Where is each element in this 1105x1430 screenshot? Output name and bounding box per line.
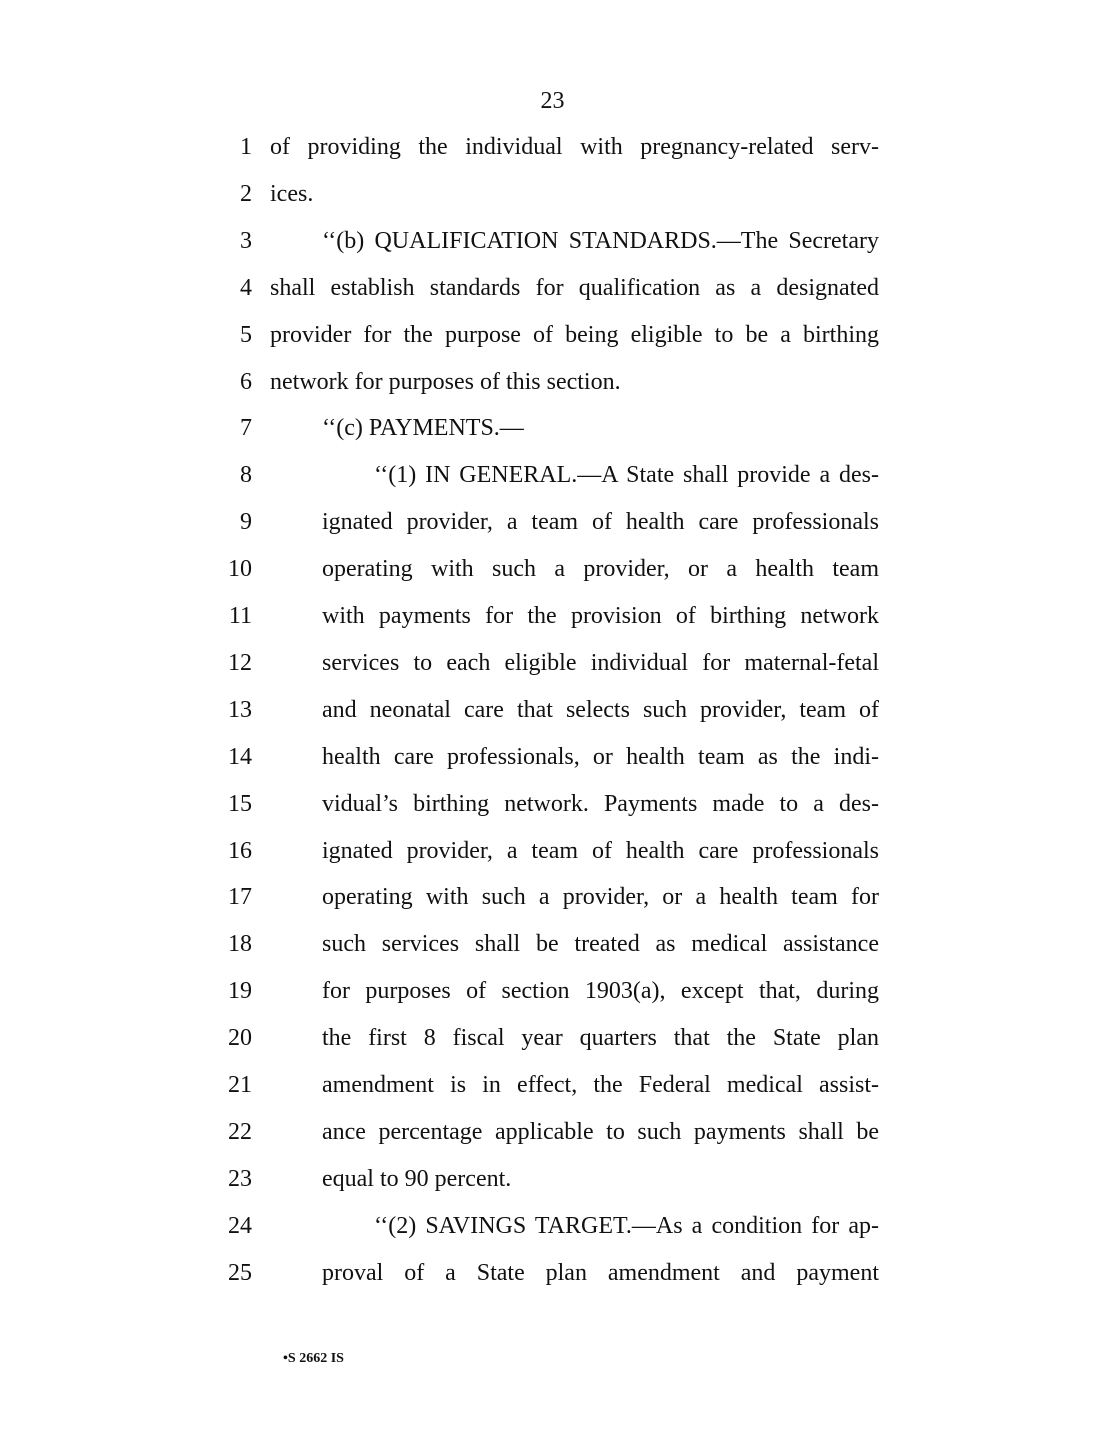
document-line [0, 1023, 1105, 1053]
line-text: provider for the purpose of being eligible to be a birthing [270, 321, 879, 348]
document-line [0, 789, 1105, 819]
document-line [0, 554, 1105, 584]
line-number: 1 [240, 134, 252, 160]
line-text: vidual’s birthing network. Payments made to a des- [322, 790, 879, 817]
line-number: 21 [228, 1072, 252, 1098]
document-line [0, 226, 1105, 256]
line-number: 9 [240, 509, 252, 536]
document-line [0, 1211, 1105, 1241]
line-number: 13 [228, 696, 252, 723]
line-text: ance percentage applicable to such payments shall be [322, 1118, 879, 1145]
document-line [0, 132, 1105, 162]
document-line [0, 1164, 1105, 1194]
line-number: 17 [228, 884, 252, 911]
document-line [0, 929, 1105, 959]
document-line [0, 507, 1105, 537]
line-text: operating with such a provider, or a health team for [322, 884, 879, 911]
document-line [0, 695, 1105, 725]
line-number: 7 [240, 415, 252, 442]
document-line [0, 179, 1105, 209]
line-text: of providing the individual with pregnancy-related serv- [270, 134, 879, 160]
document-line [0, 367, 1105, 397]
line-number: 12 [228, 649, 252, 676]
line-text: such services shall be treated as medical assistance [322, 931, 879, 958]
line-text: proval of a State plan amendment and payment [322, 1259, 879, 1286]
line-text: ignated provider, a team of health care professionals [322, 509, 879, 536]
document-line [0, 413, 1105, 443]
line-number: 8 [240, 462, 252, 489]
line-number: 14 [228, 743, 252, 770]
line-text: ‘‘(b) QUALIFICATION STANDARDS.—The Secretary [322, 227, 879, 254]
line-text: with payments for the provision of birthing network [322, 603, 879, 629]
line-number: 22 [228, 1118, 252, 1145]
document-line [0, 648, 1105, 678]
line-number: 4 [240, 274, 252, 301]
page-number: 23 [540, 88, 565, 114]
line-text: ignated provider, a team of health care professionals [322, 837, 879, 864]
line-text: equal to 90 percent. [322, 1165, 512, 1192]
document-line [0, 273, 1105, 303]
line-text: ‘‘(2) SAVINGS TARGET.—As a condition for ap- [374, 1212, 879, 1239]
line-text: ‘‘(c) PAYMENTS.— [322, 415, 524, 442]
line-text: operating with such a provider, or a health team [322, 556, 879, 583]
line-number: 3 [240, 227, 252, 254]
line-number: 24 [228, 1212, 252, 1239]
document-line [0, 320, 1105, 350]
document-line [0, 742, 1105, 772]
document-line [0, 1070, 1105, 1100]
document-line [0, 1258, 1105, 1288]
line-text: the first 8 fiscal year quarters that the State plan [322, 1025, 879, 1052]
line-number: 23 [228, 1165, 252, 1192]
document-line [0, 601, 1105, 631]
line-text: health care professionals, or health team as the indi- [322, 743, 879, 770]
line-text: amendment is in effect, the Federal medical assist- [322, 1072, 879, 1098]
line-text: network for purposes of this section. [270, 368, 621, 395]
line-number: 10 [228, 556, 252, 583]
line-text: ices. [270, 180, 314, 207]
document-line [0, 882, 1105, 912]
line-number: 16 [228, 837, 252, 864]
line-number: 5 [240, 321, 252, 348]
line-number: 6 [240, 368, 252, 395]
line-text: for purposes of section 1903(a), except that, during [322, 978, 879, 1005]
line-text: and neonatal care that selects such provider, team of [322, 696, 879, 723]
line-text: services to each eligible individual for maternal-fetal [322, 649, 879, 676]
document-line [0, 976, 1105, 1006]
document-line [0, 1117, 1105, 1147]
line-number: 25 [228, 1259, 252, 1286]
line-number: 20 [228, 1025, 252, 1052]
line-number: 11 [228, 603, 252, 629]
line-number: 15 [228, 790, 252, 817]
line-number: 18 [228, 931, 252, 958]
line-text: shall establish standards for qualification as a designated [270, 274, 879, 301]
line-number: 19 [228, 978, 252, 1005]
document-line [0, 460, 1105, 490]
document-line [0, 836, 1105, 866]
line-number: 2 [240, 180, 252, 207]
line-text: ‘‘(1) IN GENERAL.—A State shall provide a des- [374, 462, 879, 489]
bill-identifier-footer: •S 2662 IS [283, 1351, 344, 1366]
